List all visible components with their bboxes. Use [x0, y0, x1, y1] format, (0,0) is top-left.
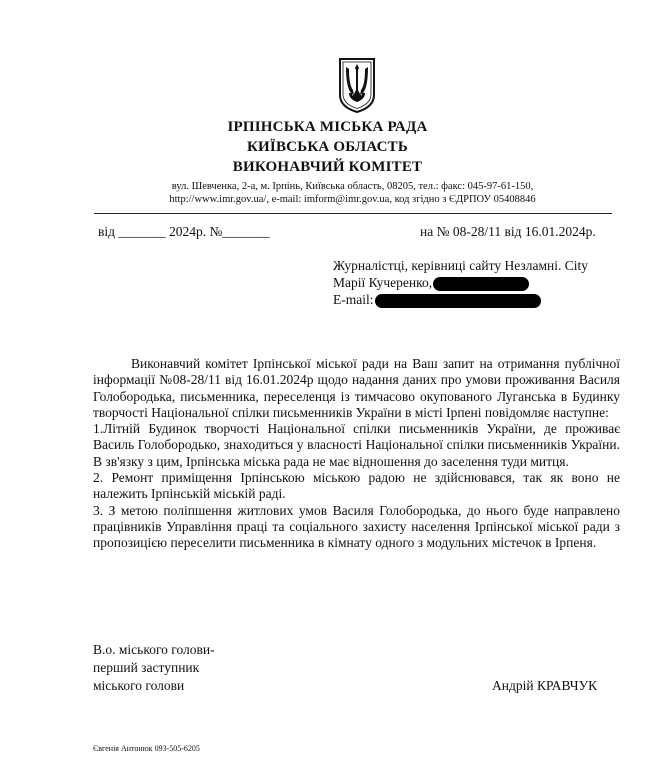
redaction-bar: [433, 277, 529, 291]
body-item-1: 1.Літній Будинок творчості Національної спілки письменників України, де проживає Василь Голобородько, знаходиться у власності Національної спілки письменників України. В зв'язку з цим, Ірпінська міська рада не має відношення до заселення туди митця.: [93, 421, 620, 469]
recipient-line-email: [333, 291, 588, 308]
body-item-3: 3. З метою поліпшення житлових умов Василя Голобородька, до нього буде направлено працівників Управління праці та соціального захисту населення Ірпінської міської ради з пропозицією переселити письменника в кімнату одного з модульних містечок в Ірпеня.: [93, 502, 620, 551]
org-name-oblast: КИЇВСЬКА ОБЛАСТЬ: [246, 139, 409, 155]
header-divider: [94, 213, 612, 214]
signatory-title-line: міського голови: [93, 678, 185, 693]
trident-coat-of-arms-icon: [337, 57, 377, 113]
address-line: вул. Шевченка, 2-а, м. Ірпінь, Київська область, 08205, тел.: факс: 045-97-61-150,: [171, 181, 534, 192]
letter-body: [93, 356, 620, 552]
body-intro-paragraph: Виконавчий комітет Ірпінської міської ради на Ваш запит на отримання публічної інформації №08-28/11 від 16.01.2024р щодо надання даних про умови проживання Василя Голобородька, письменника, переселенця із тимчасово окупованого Луганська в Будинку творчості Національної спілки письменників України в місті Ірпені повідомляє наступне:: [93, 356, 620, 420]
redaction-bar: [375, 294, 541, 308]
recipient-line-position: Журналістці, керівниці сайту Незламні. City: [333, 258, 588, 273]
signatory-title-line: перший заступник: [93, 660, 200, 675]
signatory-title: [93, 641, 215, 695]
org-name-city-council: ІРПІНСЬКА МІСЬКА РАДА: [227, 119, 428, 135]
recipient-block: [333, 257, 588, 308]
contacts-line: http://www.imr.gov.ua/, e-mail: imform@imr.gov.ua, код згідно з ЄДРПОУ 05408846: [169, 194, 536, 205]
executor-footer: Євгенія Антонюк 093-505-6205: [93, 744, 200, 753]
org-name-executive-committee: ВИКОНАВЧИЙ КОМІТЕТ: [232, 159, 423, 175]
body-item-2: 2. Ремонт приміщення Ірпінською міською радою не здійснювався, так як воно не належить Ірпінській міській раді.: [93, 470, 620, 502]
recipient-line-name: [333, 274, 588, 291]
signatory-name: Андрій КРАВЧУК: [492, 678, 598, 693]
incoming-reference: на № 08-28/11 від 16.01.2024р.: [420, 224, 596, 239]
outgoing-reference: від _______ 2024р. №_______: [98, 224, 270, 239]
recipient-name-prefix: Марії Кучеренко,: [333, 275, 433, 290]
recipient-email-prefix: E-mail:: [333, 292, 374, 307]
signatory-title-line: В.о. міського голови-: [93, 642, 215, 657]
